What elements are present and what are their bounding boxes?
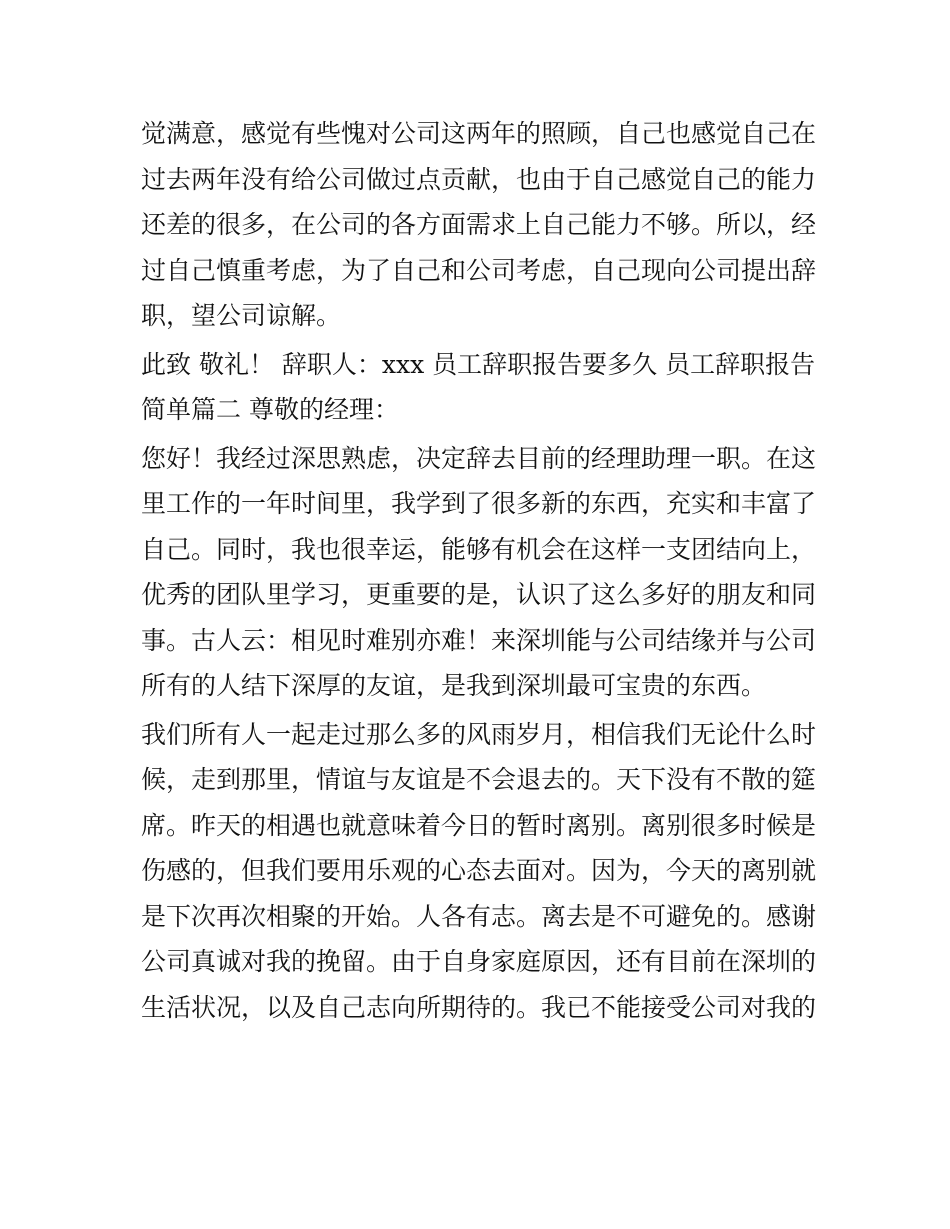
text-line: 生活状况，以及自己志向所期待的。我已不能接受公司对我的 (141, 992, 817, 1022)
text-line: 公司真诚对我的挽留。由于自身家庭原因，还有目前在深圳的 (141, 947, 817, 976)
text-line: 事。古人云：相见时难别亦难！来深圳能与公司结缘并与公司 (141, 625, 817, 655)
text-line: 觉满意，感觉有些愧对公司这两年的照顾，自己也感觉自己在 (141, 119, 817, 148)
document-body (141, 111, 817, 1030)
text-line: 里工作的一年时间里，我学到了很多新的东西，充实和丰富了 (141, 489, 817, 518)
paragraph-greeting (141, 436, 817, 709)
text-line: 自己。同时，我也很幸运，能够有机会在这样一支团结向上， (141, 534, 817, 564)
text-line: 过去两年没有给公司做过点贡献，也由于自己感觉自己的能力 (141, 164, 817, 194)
text-line: 伤感的，但我们要用乐观的心态去面对。因为，今天的离别就 (141, 856, 817, 885)
text-line: 过自己慎重考虑，为了自己和公司考虑，自己现向公司提出辞 (141, 255, 817, 285)
text-line: 此致 敬礼！ 辞职人：xxx 员工辞职报告要多久 员工辞职报告 (141, 349, 816, 379)
text-line: 优秀的团队里学习，更重要的是，认识了这么多好的朋友和同 (141, 580, 817, 609)
text-line: 职，望公司谅解。 (141, 301, 342, 330)
text-line: 所有的人结下深厚的友谊，是我到深圳最可宝贵的东西。 (141, 671, 767, 700)
text-line: 是下次再次相聚的开始。人各有志。离去是不可避免的。感谢 (141, 901, 817, 931)
paragraph-resignation-reason (141, 111, 817, 339)
text-line: 席。昨天的相遇也就意味着今日的暂时离别。离别很多时候是 (141, 810, 817, 840)
text-line: 简单篇二 尊敬的经理： (141, 395, 399, 424)
text-line: 我们所有人一起走过那么多的风雨岁月，相信我们无论什么时 (141, 719, 817, 749)
paragraph-farewell (141, 712, 817, 1031)
text-line: 还差的很多，在公司的各方面需求上自己能力不够。所以，经 (141, 210, 817, 239)
paragraph-closing-and-heading (141, 342, 816, 433)
text-line: 候，走到那里，情谊与友谊是不会退去的。天下没有不散的筵 (141, 765, 817, 794)
text-line: 您好！我经过深思熟虑，决定辞去目前的经理助理一职。在这 (141, 443, 817, 473)
